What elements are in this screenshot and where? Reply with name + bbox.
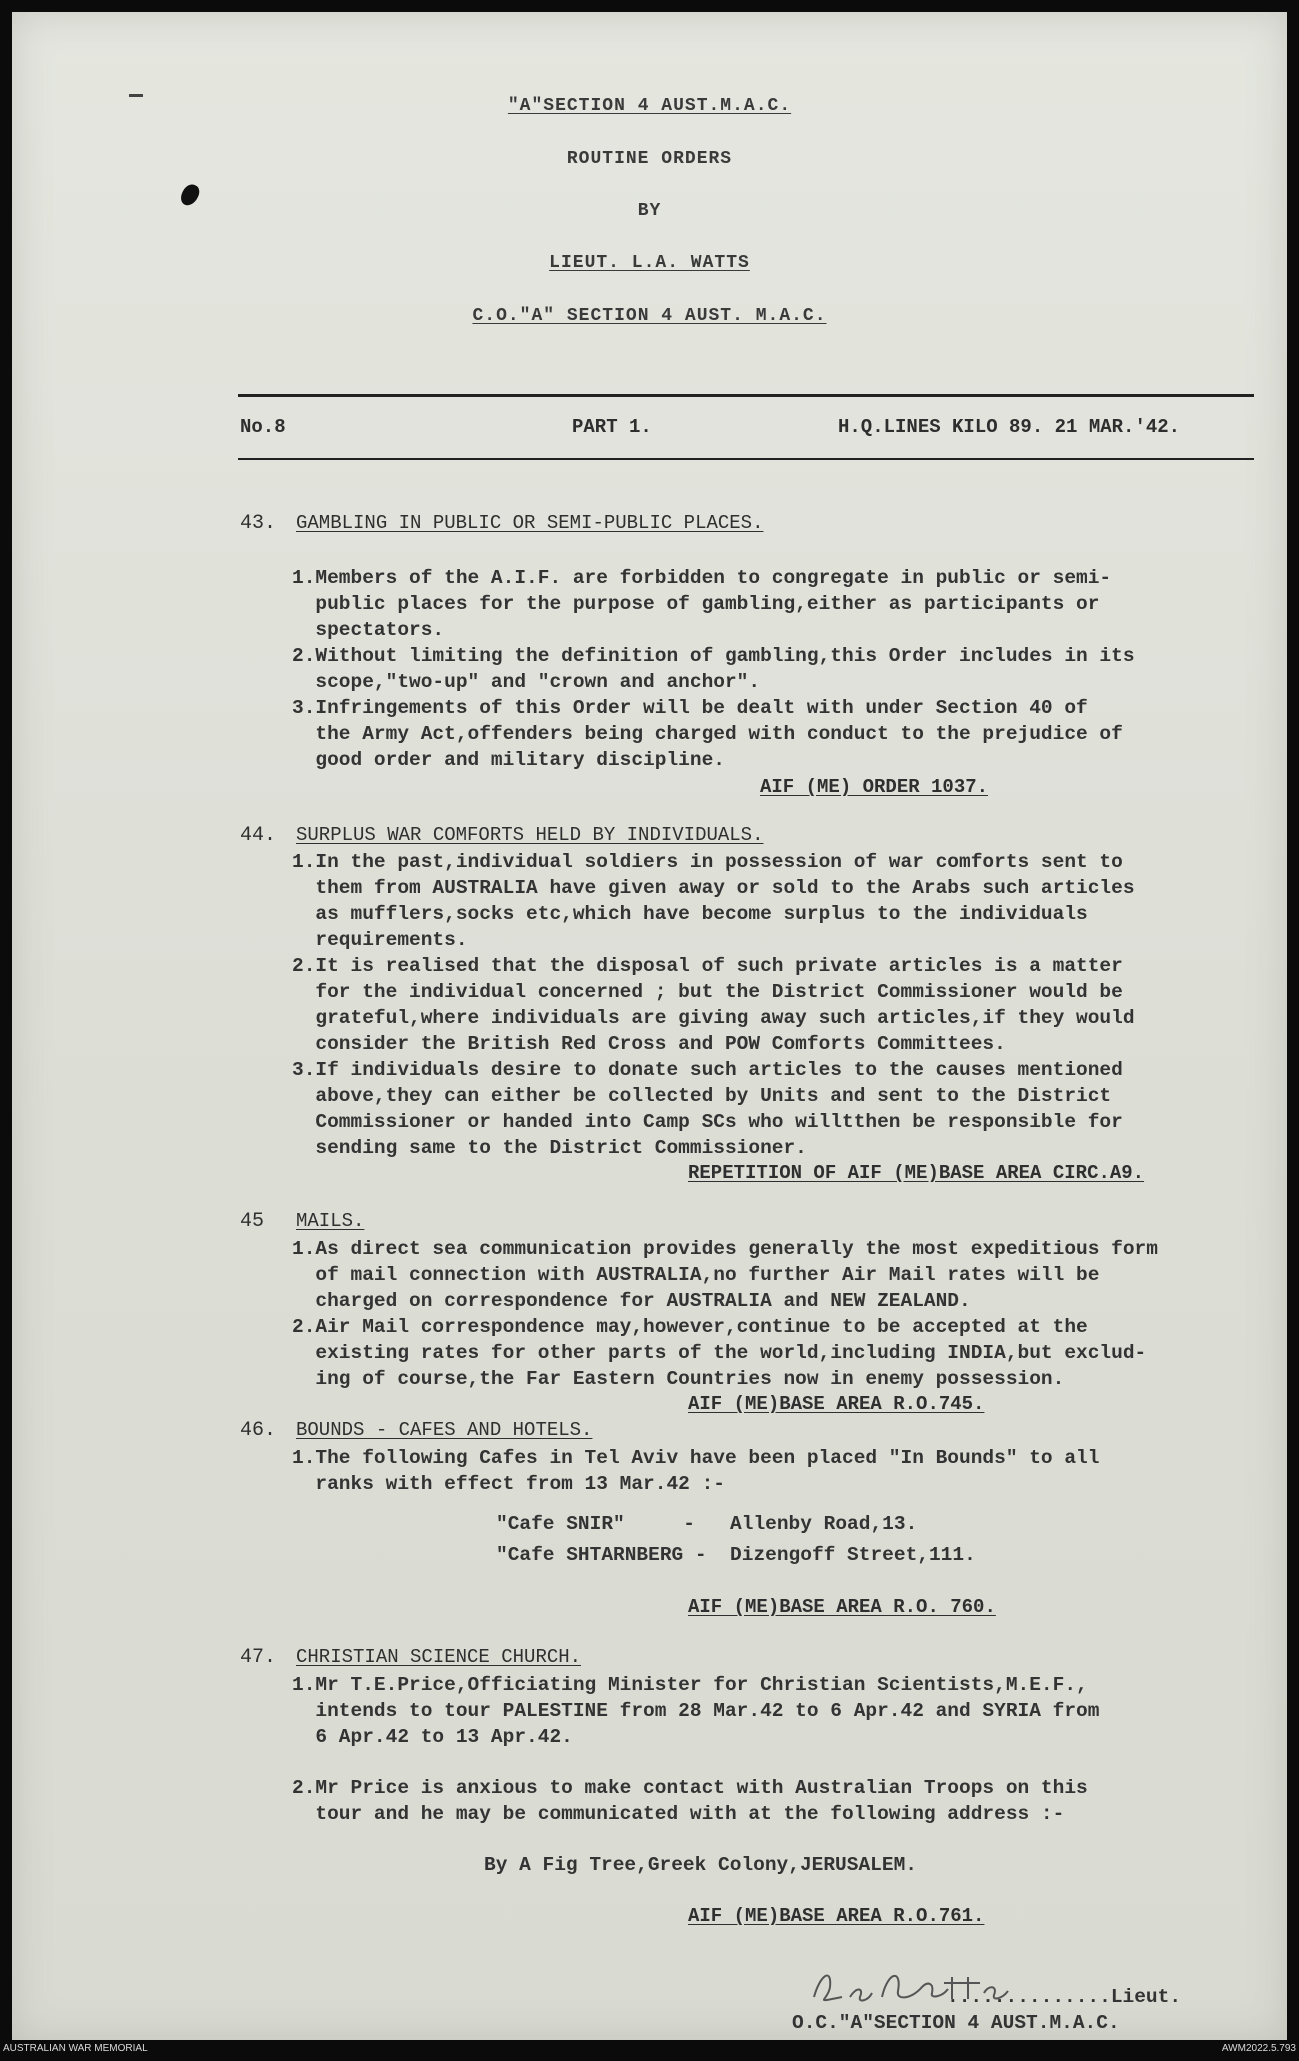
- section-43-number: 43.: [240, 512, 277, 535]
- signature-title: O.C."A"SECTION 4 AUST.M.A.C.: [792, 2012, 1120, 2034]
- address-line: By A Fig Tree,Greek Colony,JERUSALEM.: [484, 1854, 917, 1876]
- section-44-para-2: 2.It is realised that the disposal of such private articles is a matter for the individual concerned ; but the District Commissioner would be grateful,where individuals are giving away such articles,if they would consider the British Red Cross and POW Comforts Committees.: [292, 955, 1135, 1055]
- footer-accession: AWM2022.5.793: [1221, 2043, 1296, 2054]
- top-rule: [238, 394, 1254, 397]
- order-number: No.8: [240, 416, 286, 438]
- document-page: [12, 12, 1287, 2040]
- section-47-title: CHRISTIAN SCIENCE CHURCH.: [296, 1646, 582, 1668]
- section-47-authority: AIF (ME)BASE AREA R.O.761.: [688, 1905, 985, 1927]
- section-45-para-2: 2.Air Mail correspondence may,however,continue to be accepted at the existing rates for other parts of the world,including INDIA,but exclud- ing of course,the Far Eastern Countries now in enemy possession.: [292, 1316, 1147, 1390]
- section-44-number: 44.: [240, 824, 277, 847]
- section-44-para-3: 3.If individuals desire to donate such articles to the causes mentioned above,they can either be collected by Units and sent to the District Commissioner or handed into Camp SCs who willtthen be responsible for sending same to the District Commissioner.: [292, 1059, 1123, 1159]
- section-43-para-1: 1.Members of the A.I.F. are forbidden to congregate in public or semi- public places for the purpose of gambling,either as participants or spectators.: [292, 567, 1112, 641]
- header-routine-orders: ROUTINE ORDERS: [566, 149, 733, 169]
- cafe-snir: "Cafe SNIR" - Allenby Road,13.: [496, 1513, 918, 1535]
- section-45-authority: AIF (ME)BASE AREA R.O.745.: [688, 1393, 985, 1415]
- header-co-title: C.O."A" SECTION 4 AUST. M.A.C.: [472, 306, 827, 326]
- section-43-authority: AIF (ME) ORDER 1037.: [760, 776, 989, 798]
- section-45-number: 45: [240, 1210, 265, 1233]
- section-44-title: SURPLUS WAR COMFORTS HELD BY INDIVIDUALS.: [296, 824, 764, 846]
- section-47-para-2: 2.Mr Price is anxious to make contact with Australian Troops on this tour and he may be communicated with at the following address :-: [292, 1777, 1088, 1825]
- section-46-para-1: 1.The following Cafes in Tel Aviv have been placed "In Bounds" to all ranks with effect from 13 Mar.42 :-: [292, 1447, 1100, 1495]
- order-part: PART 1.: [572, 416, 652, 438]
- signature-rank: ..............Lieut.: [947, 1986, 1182, 2008]
- section-45-para-1: 1.As direct sea communication provides generally the most expeditious form of mail connection with AUSTRALIA,no further Air Mail rates will be charged on correspondence for AUSTRALIA and NEW ZEALAND.: [292, 1238, 1158, 1312]
- section-47-para-1: 1.Mr T.E.Price,Officiating Minister for Christian Scientists,M.E.F., intends to tour PALESTINE from 28 Mar.42 to 6 Apr.42 and SYRIA from 6 Apr.42 to 13 Apr.42.: [292, 1674, 1100, 1748]
- order-place-date: H.Q.LINES KILO 89. 21 MAR.'42.: [838, 416, 1181, 438]
- cafe-shtarnberg: "Cafe SHTARNBERG - Dizengoff Street,111.: [496, 1544, 976, 1566]
- header-by: BY: [637, 201, 662, 221]
- section-47-number: 47.: [240, 1646, 277, 1669]
- header-officer: LIEUT. L.A. WATTS: [549, 253, 750, 273]
- bottom-rule: [238, 458, 1254, 460]
- section-44-authority: REPETITION OF AIF (ME)BASE AREA CIRC.A9.: [688, 1162, 1145, 1184]
- section-44-para-1: 1.In the past,individual soldiers in possession of war comforts sent to them from AUSTRALIA have given away or sold to the Arabs such articles as mufflers,socks etc,which have become surplus to the individuals requirements.: [292, 851, 1135, 951]
- section-46-title: BOUNDS - CAFES AND HOTELS.: [296, 1419, 593, 1441]
- section-45-title: MAILS.: [296, 1210, 365, 1232]
- footer-institution: AUSTRALIAN WAR MEMORIAL: [3, 2043, 148, 2054]
- section-46-authority: AIF (ME)BASE AREA R.O. 760.: [688, 1596, 996, 1618]
- section-43-para-3: 3.Infringements of this Order will be dealt with under Section 40 of the Army Act,offenders being charged with conduct to the prejudice of good order and military discipline.: [292, 697, 1123, 771]
- header-unit: "A"SECTION 4 AUST.M.A.C.: [507, 96, 792, 116]
- section-43-title: GAMBLING IN PUBLIC OR SEMI-PUBLIC PLACES.: [296, 512, 764, 534]
- section-46-number: 46.: [240, 1419, 277, 1442]
- section-43-para-2: 2.Without limiting the definition of gambling,this Order includes in its scope,"two-up" and "crown and anchor".: [292, 645, 1135, 693]
